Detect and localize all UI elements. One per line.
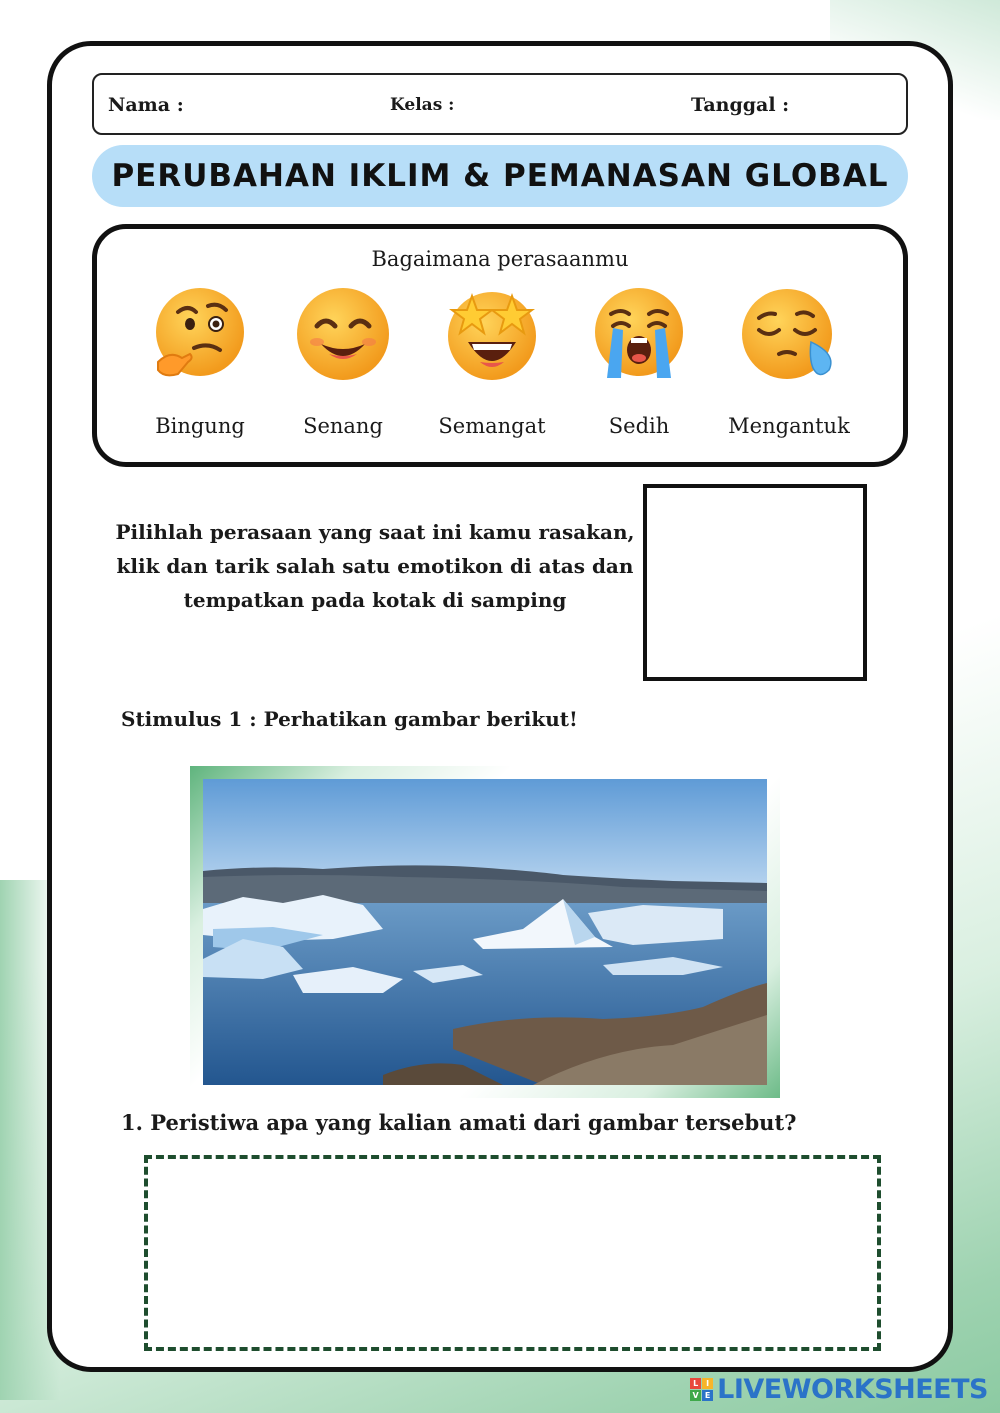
instruction-line: klik dan tarik salah satu emotikon di atas dan <box>116 554 634 578</box>
sleepy-face-icon <box>739 284 839 384</box>
kelas-label: Kelas : <box>390 95 455 115</box>
smiling-face-icon <box>293 284 393 384</box>
star-struck-face-icon <box>442 284 542 384</box>
crying-face-icon <box>589 284 689 384</box>
emoji-sedih[interactable] <box>579 284 699 438</box>
emoji-semangat[interactable] <box>432 284 552 438</box>
liveworksheets-brand <box>690 1372 988 1406</box>
student-info-bar <box>92 73 908 135</box>
emoji-label: Bingung <box>155 414 245 438</box>
emoji-mengantuk[interactable] <box>728 284 850 438</box>
feelings-panel <box>92 224 908 467</box>
page-title: PERUBAHAN IKLIM & PEMANASAN GLOBAL <box>111 158 889 194</box>
brand-text: LIVEWORKSHEETS <box>717 1373 988 1405</box>
instruction-text <box>110 515 640 617</box>
title-banner <box>92 145 908 207</box>
emoji-label: Senang <box>303 414 383 438</box>
answer-input-box[interactable] <box>144 1155 881 1351</box>
stimulus-label: Stimulus 1 : Perhatikan gambar berikut! <box>121 707 578 731</box>
question-1: 1. Peristiwa apa yang kalian amati dari gambar tersebut? <box>121 1110 797 1135</box>
emoji-senang[interactable] <box>283 284 403 438</box>
emoji-label: Sedih <box>608 414 670 438</box>
instruction-line: tempatkan pada kotak di samping <box>183 588 567 612</box>
liveworksheets-logo-icon: L I V E <box>690 1378 713 1401</box>
emoji-label: Mengantuk <box>728 414 850 438</box>
stimulus-photo-frame <box>190 766 780 1098</box>
thinking-face-icon <box>150 284 250 384</box>
melting-icebergs-photo <box>203 779 767 1085</box>
emoji-label: Semangat <box>438 414 546 438</box>
feelings-prompt: Bagaimana perasaanmu <box>371 247 629 271</box>
emoji-drop-target[interactable] <box>643 484 867 681</box>
nama-label: Nama : <box>108 94 184 116</box>
emoji-bingung[interactable] <box>140 284 260 438</box>
instruction-line: Pilihlah perasaan yang saat ini kamu rasakan, <box>115 520 635 544</box>
tanggal-label: Tanggal : <box>691 94 790 116</box>
